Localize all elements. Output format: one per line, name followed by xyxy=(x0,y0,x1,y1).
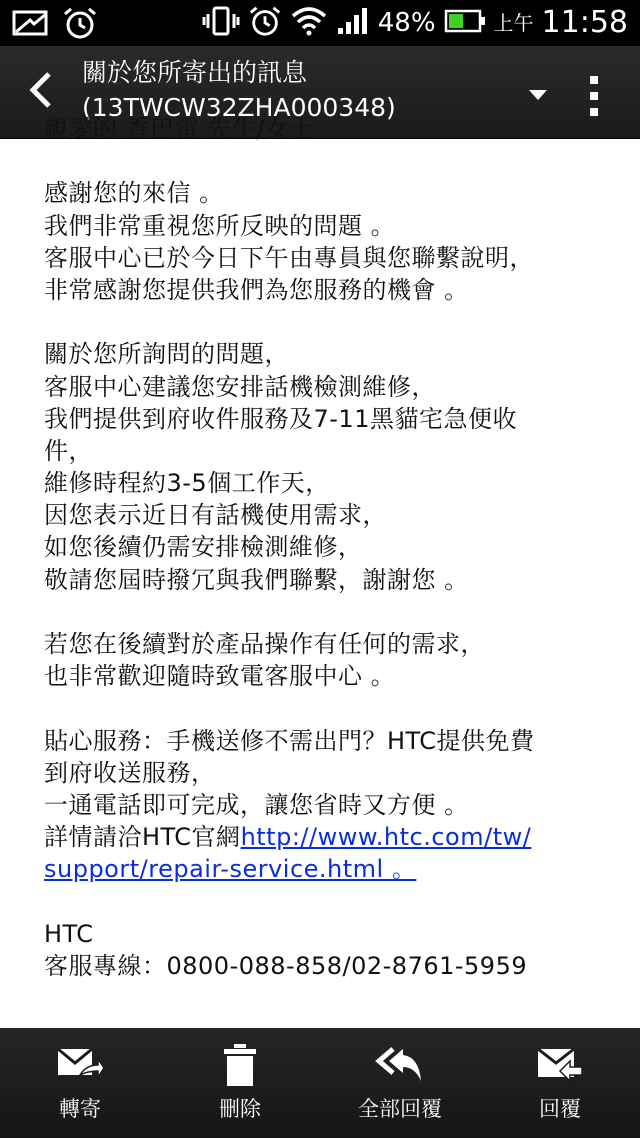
message-text xyxy=(44,113,624,982)
back-button[interactable] xyxy=(14,66,66,118)
message-line: 客服專線：0800-088-858/02-8761-5959 xyxy=(44,951,528,980)
reply-all-icon xyxy=(375,1045,425,1089)
message-line: 關於您所詢問的問題， xyxy=(44,340,289,369)
battery-icon xyxy=(444,8,486,38)
reply-mail-icon xyxy=(536,1045,584,1089)
link-line-continued xyxy=(44,853,624,885)
message-line: 到府收送服務， xyxy=(44,758,216,787)
vibrate-icon xyxy=(202,5,240,41)
message-line xyxy=(44,886,624,918)
message-line: 件， xyxy=(44,436,93,465)
message-line xyxy=(44,145,624,177)
message-line: 感謝您的來信 。 xyxy=(44,179,224,208)
message-line: 我們非常重視您所反映的問題 。 xyxy=(44,211,396,240)
status-bar xyxy=(0,0,640,46)
message-line: 若您在後續對於產品操作有任何的需求， xyxy=(44,630,485,658)
delete-label: 刪除 xyxy=(219,1097,261,1121)
email-notification-icon xyxy=(12,8,52,42)
message-line xyxy=(44,596,624,628)
message-line: 我們提供到府收件服務及7-11黑貓宅急便收 xyxy=(44,404,517,433)
forward-button[interactable] xyxy=(0,1028,160,1138)
message-line: 貼心服務：手機送修不需出門？HTC提供免費 xyxy=(44,726,535,755)
alarm-icon xyxy=(62,6,98,44)
forward-label: 轉寄 xyxy=(59,1097,101,1121)
message-line: 如您後續仍需安排檢測維修， xyxy=(44,533,363,562)
reply-label: 回覆 xyxy=(539,1097,581,1121)
message-line: 非常感謝您提供我們為您服務的機會 。 xyxy=(44,275,469,304)
message-line xyxy=(44,306,624,338)
link-prefix: 詳情請洽HTC官網 xyxy=(44,823,241,852)
forward-mail-icon xyxy=(56,1045,104,1089)
reply-all-button[interactable] xyxy=(320,1028,480,1138)
message-line: 因您表示近日有話機使用需求， xyxy=(44,501,387,530)
repair-service-link-continued[interactable]: support/repair-service.html 。 xyxy=(44,855,417,884)
alarm-icon xyxy=(248,4,282,42)
menu-dot-icon xyxy=(590,76,598,84)
reply-button[interactable] xyxy=(480,1028,640,1138)
message-line: 客服中心建議您安排話機檢測維修， xyxy=(44,372,436,401)
message-body[interactable] xyxy=(0,115,640,1028)
bottom-toolbar xyxy=(0,1028,640,1138)
delete-button[interactable] xyxy=(160,1028,320,1138)
link-line xyxy=(44,821,624,853)
status-ampm: 上午 xyxy=(493,11,534,35)
message-line xyxy=(44,692,624,724)
wifi-icon xyxy=(290,5,328,41)
message-line: 客服中心已於今日下午由專員與您聯繫說明， xyxy=(44,243,534,272)
page-subtitle: (13TWCW32ZHA000348) xyxy=(82,93,396,122)
message-line: 親愛的 香巴雷 先生/女士 xyxy=(44,115,314,143)
trash-icon xyxy=(222,1043,258,1091)
status-time: 11:58 xyxy=(541,5,628,40)
reply-all-label: 全部回覆 xyxy=(358,1097,442,1121)
battery-percent: 48% xyxy=(377,8,436,38)
message-line: 敬請您屆時撥冗與我們聯繫，謝謝您 。 xyxy=(44,565,469,594)
dropdown-button[interactable] xyxy=(518,76,558,116)
repair-service-link[interactable]: http://www.htc.com/tw/ xyxy=(240,823,532,852)
message-line: 一通電話即可完成，讓您省時又方便 。 xyxy=(44,790,469,819)
message-line: 也非常歡迎隨時致電客服中心 。 xyxy=(44,662,396,691)
caret-down-icon xyxy=(528,87,548,106)
signal-icon xyxy=(336,6,370,40)
menu-dot-icon xyxy=(590,92,598,100)
message-line: HTC xyxy=(44,919,94,948)
chevron-left-icon xyxy=(25,70,55,114)
message-line: 維修時程約3-5個工作天， xyxy=(44,469,330,498)
page-title: 關於您所寄出的訊息 xyxy=(82,58,308,87)
